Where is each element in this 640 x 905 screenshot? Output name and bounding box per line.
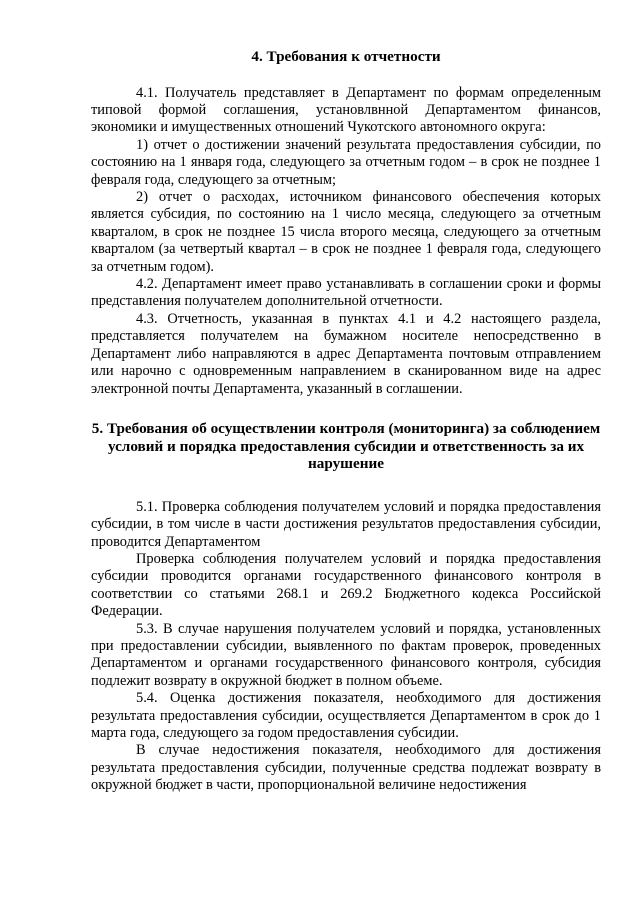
paragraph-5-1: 5.1. Проверка соблюдения получателем условий и порядка предоставления субсидии, в том числе в части достижения результатов предоставления субсидии, проводится Департаментом <box>91 498 601 550</box>
paragraph-4-1-item-1: 1) отчет о достижении значений результата предоставления субсидии, по состоянию на 1 января года, следующего за отчетным годом – в срок не позднее 1 февраля года, следующего за отчетным; <box>91 136 601 188</box>
paragraph-5-3: 5.3. В случае нарушения получателем условий и порядка, установленных при предоставлении субсидии, выявленного по фактам проверок, проведенных Департаментом и органами государственного финансового контроля, субсидия подлежит возврату в окружной бюджет в полном объеме. <box>91 620 601 689</box>
section-5-title: 5. Требования об осуществлении контроля (мониторинга) за соблюдением условий и порядка предоставления субсидии и ответственность за их нарушение <box>91 419 601 473</box>
document-content <box>91 48 601 795</box>
paragraph-5-4: 5.4. Оценка достижения показателя, необходимого для достижения результата предоставления субсидии, осуществляется Департаментом в срок до 1 марта года, следующего за годом предоставления субсидии. <box>91 690 601 741</box>
paragraph-5-1-continued: Проверка соблюдения получателем условий и порядка предоставления субсидии проводится органами государственного финансового контроля в соответствии со статьями 268.1 и 269.2 Бюджетного кодекса Российской Федерации. <box>91 550 601 620</box>
paragraph-4-1-item-2: 2) отчет о расходах, источником финансового обеспечения которых является субсидия, по состоянию на 1 число месяца, следующего за отчетным кварталом, в срок не позднее 15 числа второго месяца, следующего за отчетным кварталом (за четвертый квартал – в срок не позднее 1 февраля года, следующего за отчетным годом). <box>91 189 601 275</box>
paragraph-5-4-continued: В случае недостижения показателя, необходимого для достижения результата предоставления субсидии, полученные средства подлежат возврату в окружной бюджет в части, пропорциональной величине недостижения <box>91 742 601 794</box>
section-4-title: 4. Требования к отчетности <box>251 48 441 65</box>
paragraph-4-1: 4.1. Получатель представляет в Департамент по формам определенным типовой формой соглашения, установлвнной Департаментом финансов, экономики и имущественных отношений Чукотского автономного округа: <box>91 84 601 136</box>
paragraph-4-3: 4.3. Отчетность, указанная в пунктах 4.1 и 4.2 настоящего раздела, представляется получателем на бумажном носителе непосредственно в Департамент либо направляются в адрес Департамента почтовым отправлением или нарочно с одновременным направлением в сканированном виде на адрес электронной почты Департамента, указанный в соглашении. <box>91 310 601 397</box>
paragraph-4-2: 4.2. Департамент имеет право устанавливать в соглашении сроки и формы представления получателем дополнительной отчетности. <box>91 276 601 310</box>
